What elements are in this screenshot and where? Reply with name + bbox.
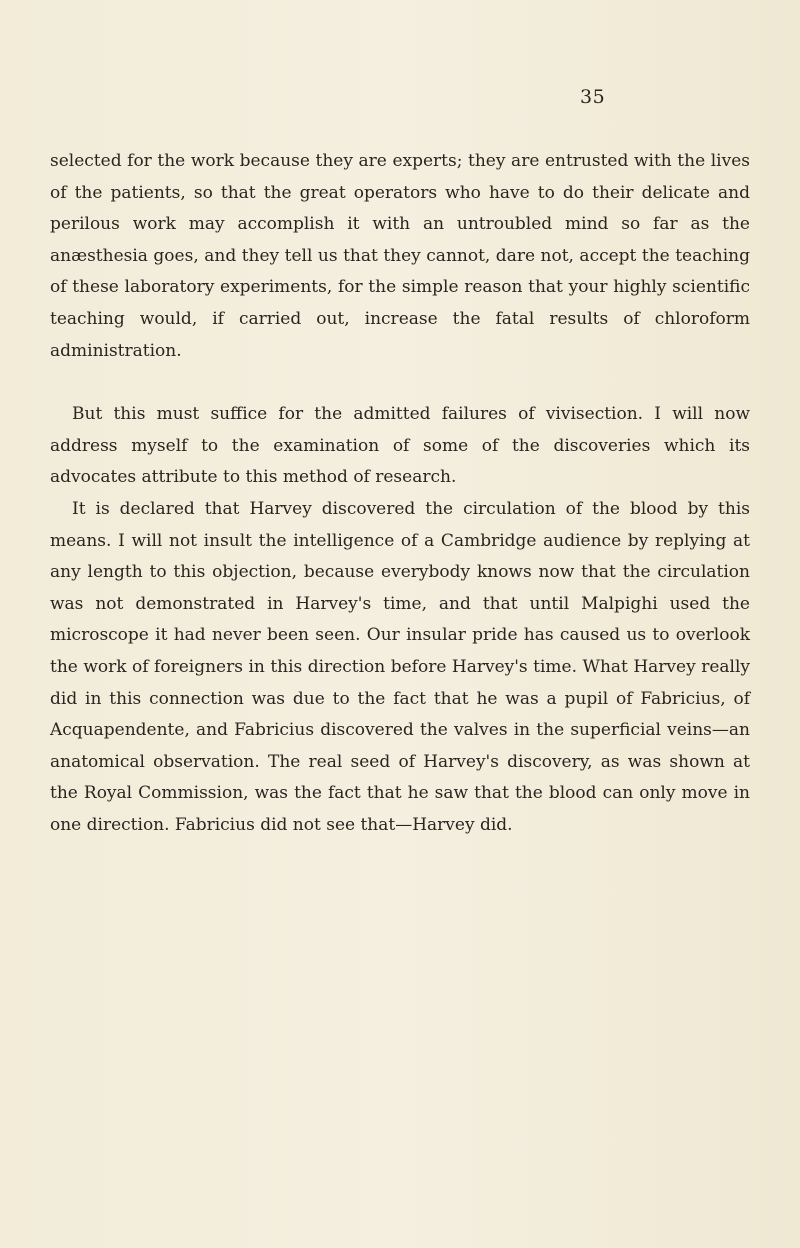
paragraph-chloroform: selected for the work because they are experts; they are entrusted with the lives of the patients, so that the great operators who have to do their delicate and perilous work may accomplish it with an untroubled mind so far as the anæsthesia goes, and they tell us that they cannot, dare not, accept the teaching of these laboratory experiments, for the simple reason that your highly scientific teaching would, if carried out, increase the fatal results of chloroform administration. xyxy=(50,151,750,361)
paragraph-harvey-circulation: It is declared that Harvey discovered the circulation of the blood by this means. I will not insult the intelligence of a Cambridge audience by replying at any length to this objection, because everybody knows now that the circulation was not demonstrated in Harvey's time, and that until Malpighi used the microscope it had never been seen. Our insular pride has caused us to overlook the work of foreigners in this direction before Harvey's time. What Harvey really did in this connection was due to the fact that he was a pupil of Fabricius, of Acquapendente, and Fabricius discovered the valves in the superficial veins—an anatomical observation. The real seed of Harvey's discovery, as was shown at the Royal Commission, was the fact that he saw that the blood can only move in one direction. Fabricius did not see that—Harvey did. xyxy=(50,498,750,835)
paragraph-vivisection-failures: But this must suffice for the admitted failures of vivisection. I will now address myself to the examination of some of the discoveries which its advocates attribute to this method of research. xyxy=(50,404,750,488)
page-number: 35 xyxy=(580,86,606,108)
body-text xyxy=(50,146,750,841)
